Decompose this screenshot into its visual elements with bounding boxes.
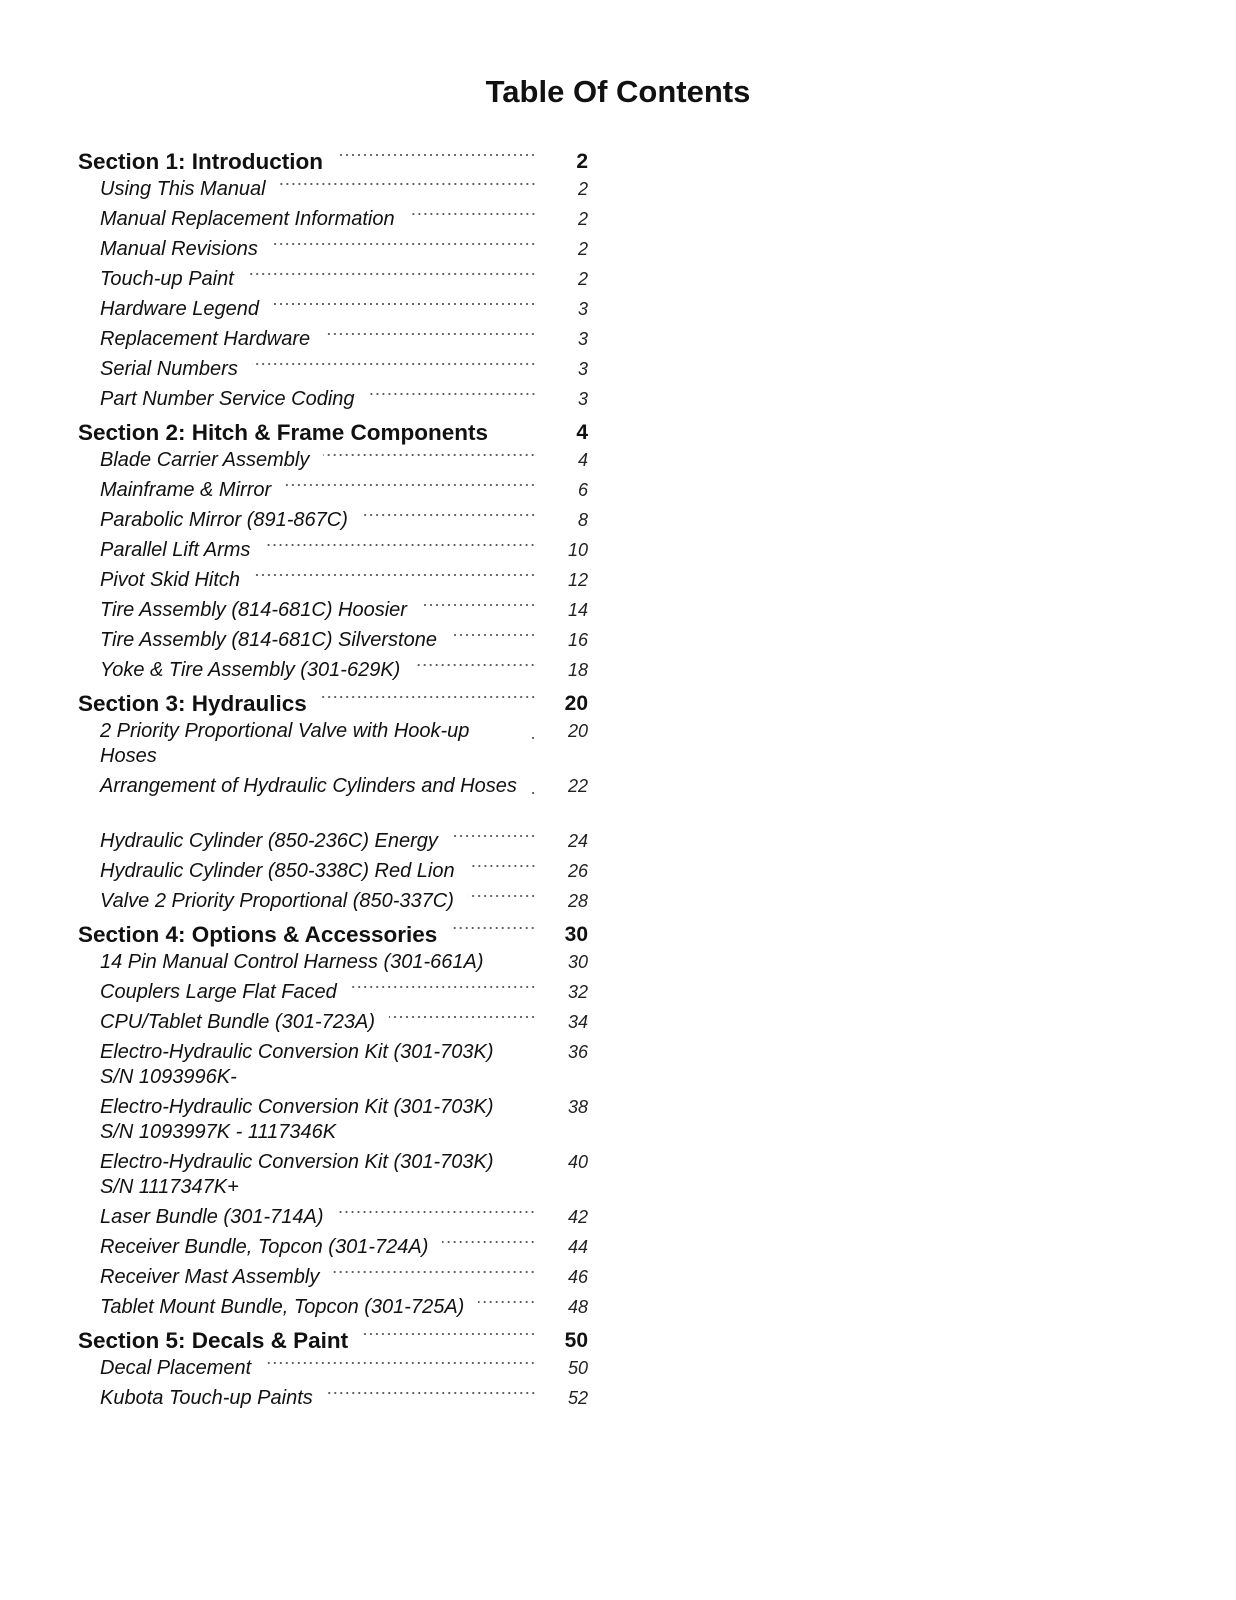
toc-entry-label: Tablet Mount Bundle, Topcon (301-725A) (100, 1296, 465, 1318)
toc-page-number: 6 (577, 480, 588, 500)
dot-leader (280, 177, 536, 191)
toc-entry-label: Pivot Skid Hitch (100, 569, 241, 591)
toc-page-number: 42 (567, 1207, 588, 1227)
toc-page-number: 2 (577, 209, 588, 229)
toc-entry-label: Mainframe & Mirror (100, 479, 272, 501)
page-title: Table Of Contents (485, 74, 751, 109)
dot-leader (498, 950, 536, 964)
toc-entry-label: Electro-Hydraulic Conversion Kit (301-703K) S/N 1093996K- (100, 1041, 494, 1088)
toc-entry[interactable] (78, 177, 588, 207)
toc-entry[interactable] (78, 568, 588, 598)
toc-page-number: 3 (577, 359, 588, 379)
toc-entry[interactable] (78, 267, 588, 297)
toc-entry-label: Tire Assembly (814-681C) Hoosier (100, 599, 407, 621)
dot-leader (532, 1040, 536, 1066)
toc-entry-label: Electro-Hydraulic Conversion Kit (301-703K) S/N 1093997K - 1117346K (100, 1096, 494, 1143)
dot-leader (502, 419, 536, 433)
toc-page-number: 2 (577, 269, 588, 289)
toc-entry-label: Electro-Hydraulic Conversion Kit (301-703K) S/N 1117347K+ (100, 1151, 494, 1198)
toc-section-label: Section 2: Hitch & Frame Components (78, 420, 489, 445)
toc-section-hydraulics[interactable] (78, 688, 588, 719)
dot-leader (362, 508, 536, 522)
toc-page-number: 18 (567, 660, 588, 680)
toc-page-number: 2 (577, 179, 588, 199)
toc-entry-label: Yoke & Tire Assembly (301-629K) (100, 659, 401, 681)
dot-leader (337, 1205, 536, 1219)
toc-entry-label: CPU/Tablet Bundle (301-723A) (100, 1011, 375, 1033)
toc-page-number: 20 (564, 692, 588, 715)
toc-section-label: Section 3: Hydraulics (78, 691, 307, 716)
toc-entry[interactable] (78, 774, 588, 829)
toc-page-number: 50 (567, 1358, 588, 1378)
toc-entry-label: Tire Assembly (814-681C) Silverstone (100, 629, 437, 651)
toc-section-label: Section 5: Decals & Paint (78, 1328, 349, 1353)
toc-entry[interactable] (78, 327, 588, 357)
toc-page-number: 30 (567, 952, 588, 972)
toc-entry[interactable] (78, 950, 588, 980)
dot-leader (272, 237, 536, 251)
toc-entry[interactable] (78, 889, 588, 919)
toc-page-number: 24 (567, 831, 588, 851)
toc-entry[interactable] (78, 658, 588, 688)
toc-page-number: 50 (564, 1329, 588, 1352)
toc-entry-label: Serial Numbers (100, 358, 238, 380)
toc-entry-label: Receiver Bundle, Topcon (301-724A) (100, 1236, 429, 1258)
toc-entry[interactable] (78, 297, 588, 327)
toc-entry[interactable] (78, 1295, 588, 1325)
toc-page-number: 14 (567, 600, 588, 620)
toc-page-number: 44 (567, 1237, 588, 1257)
toc-entry-label: Parallel Lift Arms (100, 539, 251, 561)
dot-leader (532, 1150, 536, 1176)
table-of-contents (78, 146, 588, 1416)
toc-entry[interactable] (78, 1095, 588, 1150)
toc-entry-label: Decal Placement (100, 1357, 252, 1379)
toc-entry[interactable] (78, 448, 588, 478)
dot-leader (254, 568, 536, 582)
toc-entry-label: Hardware Legend (100, 298, 259, 320)
dot-leader (531, 774, 536, 800)
toc-section-label: Section 4: Options & Accessories (78, 922, 438, 947)
toc-entry[interactable] (78, 1265, 588, 1295)
dot-leader (478, 1295, 536, 1309)
dot-leader (252, 357, 536, 371)
toc-entry-label: Part Number Service Coding (100, 388, 355, 410)
toc-page-number: 20 (567, 721, 588, 741)
dot-leader (337, 148, 536, 162)
toc-entry-label: Touch-up Paint (100, 268, 234, 290)
toc-entry[interactable] (78, 859, 588, 889)
toc-page-number: 40 (567, 1152, 588, 1172)
toc-entry[interactable] (78, 1386, 588, 1416)
toc-entry-label: Valve 2 Priority Proportional (850-337C) (100, 890, 454, 912)
toc-entry-label: Replacement Hardware (100, 328, 311, 350)
toc-entry[interactable] (78, 1040, 588, 1095)
dot-leader (248, 267, 536, 281)
toc-entry[interactable] (78, 980, 588, 1010)
dot-leader (323, 448, 536, 462)
toc-entry-label: Hydraulic Cylinder (850-236C) Energy (100, 830, 438, 852)
toc-page-number: 38 (567, 1097, 588, 1117)
toc-page-number: 2 (577, 239, 588, 259)
dot-leader (452, 829, 536, 843)
dot-leader (451, 628, 536, 642)
dot-leader (362, 1327, 536, 1341)
toc-entry[interactable] (78, 357, 588, 387)
toc-page-number: 16 (567, 630, 588, 650)
toc-entry[interactable] (78, 387, 588, 417)
dot-leader (442, 1235, 536, 1249)
toc-page-number: 3 (577, 299, 588, 319)
dot-leader (333, 1265, 536, 1279)
toc-page-number: 22 (567, 776, 588, 796)
dot-leader (451, 921, 536, 935)
toc-entry-label: Manual Replacement Information (100, 208, 395, 230)
toc-entry[interactable] (78, 1356, 588, 1386)
toc-page-number: 52 (567, 1388, 588, 1408)
toc-entry-label: Kubota Touch-up Paints (100, 1387, 313, 1409)
toc-page-number: 4 (576, 421, 588, 444)
toc-page-number: 28 (567, 891, 588, 911)
toc-section-label: Section 1: Introduction (78, 149, 323, 174)
toc-page-number: 26 (567, 861, 588, 881)
toc-entry[interactable] (78, 478, 588, 508)
toc-page-number: 12 (567, 570, 588, 590)
toc-page-number: 3 (577, 329, 588, 349)
dot-leader (421, 598, 536, 612)
dot-leader (532, 719, 536, 745)
toc-section-introduction[interactable] (78, 146, 588, 177)
dot-leader (327, 1386, 536, 1400)
toc-entry[interactable] (78, 598, 588, 628)
toc-page-number: 10 (567, 540, 588, 560)
toc-page-number: 34 (567, 1012, 588, 1032)
toc-entry-label: Laser Bundle (301-714A) (100, 1206, 324, 1228)
toc-entry-label: Arrangement of Hydraulic Cylinders and Hoses (100, 775, 517, 797)
dot-leader (389, 1010, 536, 1024)
dot-leader (414, 658, 536, 672)
dot-leader (264, 538, 536, 552)
toc-entry-label: 2 Priority Proportional Valve with Hook-up Hoses (100, 720, 470, 767)
toc-page-number: 4 (577, 450, 588, 470)
toc-section-decals-paint[interactable] (78, 1325, 588, 1356)
toc-page-number: 2 (576, 150, 588, 173)
dot-leader (409, 207, 536, 221)
toc-section-options-accessories[interactable] (78, 919, 588, 950)
toc-entry-label: Using This Manual (100, 178, 266, 200)
dot-leader (469, 859, 536, 873)
toc-entry-label: Manual Revisions (100, 238, 258, 260)
dot-leader (265, 1356, 536, 1370)
toc-page-number: 30 (564, 923, 588, 946)
toc-page-number: 32 (567, 982, 588, 1002)
toc-page-number: 8 (577, 510, 588, 530)
toc-entry-label: Couplers Large Flat Faced (100, 981, 337, 1003)
toc-entry-label: Parabolic Mirror (891-867C) (100, 509, 348, 531)
toc-entry[interactable] (78, 207, 588, 237)
toc-entry[interactable] (78, 1235, 588, 1265)
toc-entry[interactable] (78, 508, 588, 538)
toc-entry-label: 14 Pin Manual Control Harness (301-661A) (100, 951, 484, 973)
toc-entry-label: Receiver Mast Assembly (100, 1266, 320, 1288)
dot-leader (273, 297, 536, 311)
dot-leader (351, 980, 536, 994)
toc-entry[interactable] (78, 538, 588, 568)
dot-leader (321, 690, 536, 704)
dot-leader (468, 889, 536, 903)
toc-entry[interactable] (78, 829, 588, 859)
toc-section-hitch-frame[interactable] (78, 417, 588, 448)
toc-page-number: 46 (567, 1267, 588, 1287)
dot-leader (324, 327, 536, 341)
toc-entry-label: Blade Carrier Assembly (100, 449, 310, 471)
dot-leader (369, 387, 536, 401)
toc-page-number: 36 (567, 1042, 588, 1062)
dot-leader (285, 478, 536, 492)
toc-entry[interactable] (78, 1010, 588, 1040)
toc-entry[interactable] (78, 1150, 588, 1205)
toc-page-number: 48 (567, 1297, 588, 1317)
toc-entry[interactable] (78, 719, 588, 774)
toc-entry-label: Hydraulic Cylinder (850-338C) Red Lion (100, 860, 455, 882)
toc-entry[interactable] (78, 1205, 588, 1235)
toc-entry[interactable] (78, 628, 588, 658)
toc-page-number: 3 (577, 389, 588, 409)
toc-entry[interactable] (78, 237, 588, 267)
dot-leader (532, 1095, 536, 1121)
